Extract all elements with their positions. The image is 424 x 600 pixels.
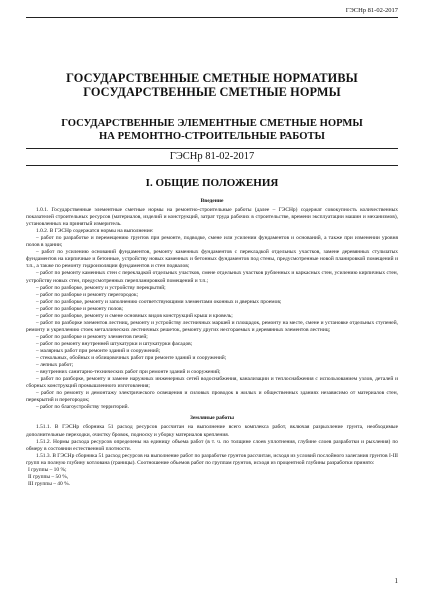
paragraph: 1.51.1. В ГЭСНр сборника 51 расход ресурсов рассчитан на выполнение всего комплекса работ, включая разрыхление грунта, необходимые дополнительные переходки, очистку бровок, подноску и уборку материалов крепления. [26, 424, 398, 438]
header-divider [26, 17, 398, 18]
paragraph: – работ по разборке, ремонту и устройству перекрытий; [36, 284, 166, 291]
soil-groups-list [26, 467, 398, 488]
main-title-line2: ГОСУДАРСТВЕННЫЕ СМЕТНЫЕ НОРМЫ [83, 85, 341, 99]
intro-paragraphs [26, 207, 398, 411]
paragraph: – работ по разборке и ремонту перегородок; [36, 291, 139, 298]
earthworks-paragraphs [26, 424, 398, 466]
soil-group-item: III группы – 40 %. [28, 480, 70, 487]
paragraph: – работ по усилению оснований фундаментов, ремонту каменных фундаментов с перекладкой отдельных участков, замене деревянных стульчатых фундаментов на кирпичные и бетонные, устройству новых каменных и бетонных фундаментов под стены, предусмотренные новой планировкой помещений и т.п., а также по ремонту гидроизоляции фундаментов и стен подвалов; [26, 249, 398, 270]
paragraph: – работ по разработке и перемещению грунтов при ремонте, подводке, смене или усилении фундаментов и оснований, а также при изменении уровня полов в здании; [26, 235, 398, 249]
sub-title-line2: НА РЕМОНТНО-СТРОИТЕЛЬНЫЕ РАБОТЫ [99, 131, 325, 142]
paragraph: – работ по разборке, ремонту и заполнению соответствующими элементами оконных и дверных проемов; [36, 298, 282, 305]
earthworks-heading: Земляные работы [189, 415, 235, 422]
paragraph: 1.0.1. Государственные элементные сметные нормы на ремонтно-строительные работы (далее – ГЭСНр) содержат совокупность количественных показателей строительных ресурсов (материалов, изделий и конструкций, затрат труда рабочих в строительстве, времени эксплуатации машин и механизмов), установленных на принятый измеритель. [26, 207, 398, 228]
paragraph: – работ по разборке и ремонту полов; [36, 305, 124, 312]
paragraph: – работ по разборке, ремонту и замене наружных инженерных сетей водоснабжения, канализации и теплоснабжения с использованием узлов, деталей и сборных конструкций промышленного изготовления; [26, 376, 398, 390]
page-number: 1 [394, 577, 398, 585]
paragraph: – работ по разборке, ремонту и смене основных видов конструкций крыш и кровель; [36, 312, 233, 319]
paragraph: 1.51.3. В ГЭСНр сборника 51 расход ресурсов на выполнение работ по разработке грунтов рассчитан, исходя из условий послойного залегания грунтов I-III групп на полную глубину котлована (границы). Соотношение объемов работ по группам грунтов, исходя из процентной глубины разработки принято: [26, 452, 398, 466]
paragraph: – работ по ремонту внутренней штукатурки и штукатурки фасадов; [36, 340, 193, 347]
soil-group-item: I группы – 10 %; [28, 466, 67, 473]
paragraph: – внутренних санитарно-технических работ при ремонте зданий и сооружений; [36, 369, 221, 376]
paragraph: – стекольных, обойных и облицовочных работ при ремонте зданий и сооружений; [36, 355, 227, 362]
paragraph: – лепных работ; [36, 362, 74, 369]
paragraph: 1.51.2. Нормы расхода ресурсов определены на единицу объема работ (в т. ч. по толщине слоев уплотнения, глубине слоев разработки и рыхления) по обмеру в состоянии естественной плотности. [26, 438, 398, 452]
intro-heading: Введение [200, 198, 224, 204]
paragraph: – работ по ремонту каменных стен с перекладкой отдельных участков, смене отдельных участков рубленных и каркасных стен, усилению кирпичных стен, устройству новых стен, предусмотренных перепланировкой помещений и т.п.; [26, 270, 398, 284]
paragraph: – работ по благоустройству территорий. [36, 404, 129, 411]
paragraph: 1.0.2. В ГЭСНр содержатся нормы на выполнение: [36, 228, 154, 235]
main-title-line1: ГОСУДАРСТВЕННЫЕ СМЕТНЫЕ НОРМАТИВЫ [66, 71, 358, 85]
document-body [26, 197, 398, 488]
header-code: ГЭСНр 81-02-2017 [345, 7, 398, 14]
sub-title-line1: ГОСУДАРСТВЕННЫЕ ЭЛЕМЕНТНЫЕ СМЕТНЫЕ НОРМЫ [61, 118, 363, 129]
document-code: ГЭСНр 81-02-2017 [26, 148, 398, 166]
paragraph: – работ по ремонту и демонтажу электрического освещения и силовых проводок в жилых и общественных зданиях независимо от материалов стен, перекрытий и перегородок; [26, 390, 398, 404]
soil-group-item: II группы – 50 %, [28, 473, 69, 480]
paragraph: – работ по разборке элементов лестниц, ремонту и устройству лестничных маршей и площадок, ремонту на месте, смене и установке отдельных ступеней, ремонту и укреплению стоек металлических лестничных решеток, ремонту других несгораемых и деревянных элементов лестниц; [26, 319, 398, 333]
sub-title [26, 117, 398, 143]
section-heading: I. ОБЩИЕ ПОЛОЖЕНИЯ [145, 177, 279, 189]
paragraph: – малярных работ при ремонте зданий и сооружений; [36, 347, 161, 354]
main-title [26, 71, 398, 99]
paragraph: – работ по разборке и ремонту элементов печей; [36, 333, 148, 340]
